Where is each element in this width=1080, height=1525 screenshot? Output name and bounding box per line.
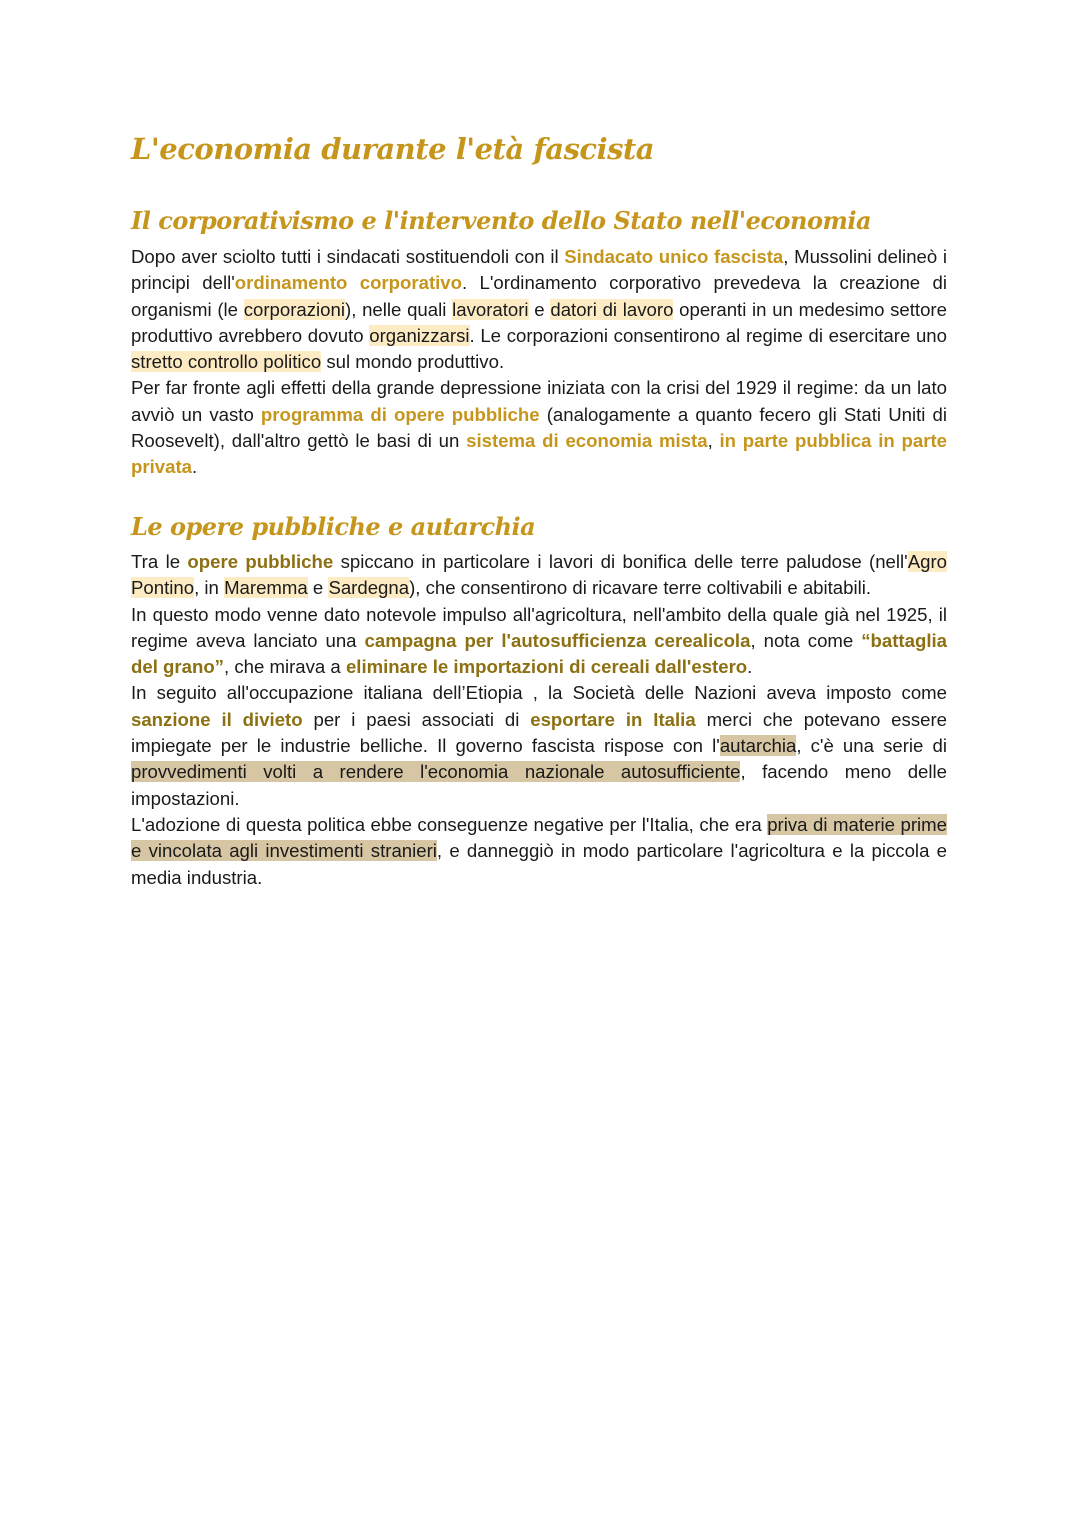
text-run: per i paesi associati di bbox=[302, 708, 531, 730]
bold-term: ordinamento corporativo bbox=[234, 272, 463, 294]
text-run: spiccano in particolare i lavori di bonifica delle terre paludose (nell' bbox=[333, 551, 908, 572]
text-run: sul mondo produttivo. bbox=[321, 351, 505, 373]
text-run: In questo modo venne dato notevole impulso all'agricoltura, nell'ambito della quale già nel 1925, il regime aveva lanciato una bbox=[131, 603, 947, 651]
text-run: , e danneggiò in modo particolare l'agricoltura e la piccola e media industria. bbox=[131, 840, 947, 888]
section-paragraph-opere-pubbliche bbox=[131, 549, 947, 891]
bold-term: in parte pubblica in parte privata bbox=[131, 430, 947, 478]
bold-term: “battaglia del grano” bbox=[131, 629, 947, 678]
bold-term: programma di opere pubbliche bbox=[260, 403, 540, 425]
highlighted-term: stretto controllo politico bbox=[131, 351, 322, 373]
text-run: Dopo aver sciolto tutti i sindacati sostituendoli con il bbox=[131, 246, 565, 267]
text-run: , in bbox=[194, 577, 225, 599]
text-run: , Mussolini delineò i principi dell' bbox=[131, 246, 947, 294]
text-run: . L'ordinamento corporativo prevedeva la creazione di organismi (le bbox=[131, 272, 947, 320]
highlighted-term: corporazioni bbox=[243, 298, 345, 320]
text-run: operanti in un medesimo settore produttivo avrebbero dovuto bbox=[131, 298, 947, 346]
text-run: ), nelle quali bbox=[345, 298, 453, 320]
text-run: L'adozione di questa politica ebbe conseguenze negative per l'Italia, che era bbox=[131, 813, 768, 835]
text-run: . bbox=[191, 456, 198, 478]
text-run: ), che consentirono di ricavare terre coltivabili e abitabili. bbox=[409, 577, 872, 599]
section-heading-opere-pubbliche: Le opere pubbliche e autarchia bbox=[131, 512, 536, 541]
bold-term: eliminare le importazioni di cereali dall'estero bbox=[345, 656, 748, 678]
highlighted-term: priva di materie prime e vincolata agli investimenti stranieri bbox=[131, 813, 947, 862]
text-run: . bbox=[747, 656, 753, 678]
text-run: , nota come bbox=[750, 629, 862, 651]
highlighted-term: Sardegna bbox=[328, 577, 410, 599]
bold-term: Sindacato unico fascista bbox=[564, 246, 784, 267]
text-run: , c'è una serie di bbox=[796, 735, 947, 757]
highlighted-term: lavoratori bbox=[452, 298, 529, 320]
bold-term: sistema di economia mista bbox=[466, 430, 708, 452]
text-run: In seguito all'occupazione italiana dell’Etiopia , la Società delle Nazioni aveva imposto come bbox=[131, 682, 947, 704]
section-paragraph-corporativismo bbox=[131, 244, 947, 481]
text-run: merci che potevano essere impiegate per le industrie belliche. Il governo fascista rispose con l' bbox=[131, 708, 947, 757]
bold-term: opere pubbliche bbox=[187, 551, 334, 572]
text-run: Tra le bbox=[131, 551, 188, 572]
highlighted-term: autarchia bbox=[719, 735, 797, 757]
text-run: , bbox=[707, 430, 720, 452]
bold-term: esportare in Italia bbox=[530, 708, 696, 730]
section-heading-corporativismo: Il corporativismo e l'intervento dello Stato nell'economia bbox=[131, 206, 872, 235]
text-run: , facendo meno delle impostazioni. bbox=[131, 761, 947, 809]
text-run: . Le corporazioni consentirono al regime di esercitare uno bbox=[469, 324, 947, 346]
text-run: e bbox=[307, 577, 329, 599]
text-run: (analogamente a quanto fecero gli Stati Uniti di Roosevelt), dall'altro gettò le basi di un bbox=[131, 403, 947, 452]
bold-term: sanzione il divieto bbox=[131, 708, 303, 730]
highlighted-term: Maremma bbox=[224, 577, 308, 599]
bold-term: campagna per l'autosufficienza cerealicola bbox=[364, 629, 751, 651]
highlighted-term: provvedimenti volti a rendere l'economia nazionale autosufficiente bbox=[131, 761, 741, 783]
text-run: , che mirava a bbox=[223, 656, 346, 678]
highlighted-term: datori di lavoro bbox=[550, 298, 674, 320]
highlighted-term: organizzarsi bbox=[369, 324, 470, 346]
text-run: Per far fronte agli effetti della grande depressione iniziata con la crisi del 1929 il regime: da un lato avviò un vasto bbox=[131, 377, 947, 425]
highlighted-term: Agro Pontino bbox=[131, 551, 947, 599]
text-run: e bbox=[528, 298, 551, 320]
page-title: L'economia durante l'età fascista bbox=[131, 132, 655, 166]
